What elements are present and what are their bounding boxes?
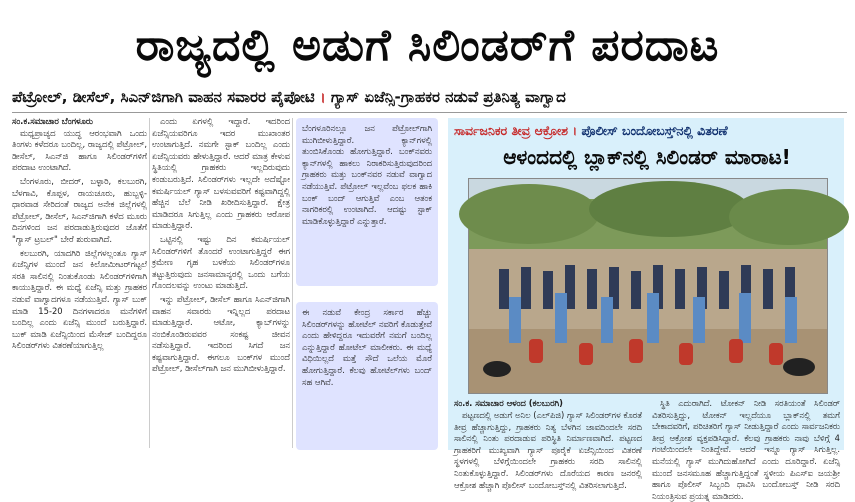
subhead-separator: ।: [319, 88, 326, 106]
column1-para: ಕಲಬುರಗಿ, ಯಾದಗಿರಿ ಜಿಲ್ಲೆಗಳಲ್ಲಂತೂ ಗ್ಯಾಸ್ ಏಜೆನ್ಸಿಗಳ ಮುಂದೆ ಜನ ಕಿಲೋಮೀಟರ್‌ಗಟ್ಟಲೆ ಸರತಿ ಸಾಲಿನಲ್ಲಿ ನಿಂತುಕೊಂಡು ಸಿಲಿಂಡರ್‌ಗಳಿಗಾಗಿ ಕಾಯುತ್ತಿದ್ದಾರೆ. ಈ ಮಧ್ಯೆ ಏಜೆನ್ಸಿ ಮತ್ತು ಗ್ರಾಹಕರ ನಡುವೆ ವಾಗ್ವಾದಗಳೂ ನಡೆಯುತ್ತಿವೆ. ಗ್ಯಾಸ್ ಬುಕ್ ಮಾಡಿ 15-20 ದಿನಗಳಾದರೂ ಮನೆಗಳಿಗೆ ಬಂದಿಲ್ಲ ಎಂದು ಏಜೆನ್ಸಿ ಮುಂದೆ ಬರುತ್ತಿದ್ದಾರೆ. ಬುಕ್ ಮಾಡಿ ಏಜೆನ್ಸಿಯಿಂದ ಮೆಸೇಜ್ ಬಂದಿದ್ದರೂ ಸಿಲಿಂಡರ್‌ಗಳು ವಿತರಣೆಯಾಗುತ್ತಿಲ್ಲ: [12, 247, 147, 351]
queue-photo-image: [469, 179, 827, 393]
aland-kicker: [454, 122, 840, 140]
column1-para: ಮಧ್ಯಪ್ರಾಚ್ಯದ ಯುದ್ಧ ಆರಂಭವಾಗಿ ಒಂದು ತಿಂಗಳು ಕಳೆದರೂ ಬಂದಿಲ್ಲ, ರಾಜ್ಯದಲ್ಲಿ ಪೆಟ್ರೋಲ್, ಡೀಸೆಲ್, ಸಿಎನ್‌ಜಿ ಹಾಗೂ ಸಿಲಿಂಡರ್‌ಗಳಿಗೆ ಪರದಾಟ ಉಂಟಾಗಿದೆ.: [12, 127, 147, 173]
kicker-blue-text: ಪೊಲೀಸ್ ಬಂದೋಬಸ್ತ್‌ನಲ್ಲಿ ವಿತರಣೆ: [581, 123, 728, 138]
column2-para: ಇನ್ನು ಪೆಟ್ರೋಲ್, ಡೀಸೆಲ್ ಹಾಗೂ ಸಿಎನ್‌ಜಿಗಾಗಿ ವಾಹನ ಸವಾರರು ಇನ್ನಿಲ್ಲದ ಪರದಾಟ ಮಾಡುತ್ತಿದ್ದಾರೆ. ಆಟೋ, ಕ್ಯಾಬ್‌ಗಳನ್ನು ನಂಬಿಕೊಂಡಿರುವವರ ಸಂಕಷ್ಟ ಜೀವನ ನಡೆಸುತ್ತಿದ್ದಾರೆ. ಇದರಿಂದ ಸಿಗದೆ ಜನ ಕಷ್ಟವಾಗುತ್ತಿದ್ದಾರೆ. ಈಗಲೂ ಬಂಕ್‌ಗಳ ಮುಂದೆ ಪೆಟ್ರೋಲ್, ಡೀಸೆಲ್‌ಗಾಗಿ ಜನ ಮುಗಿಬೀಳುತ್ತಿದ್ದಾರೆ.: [152, 293, 290, 374]
aland-column-a: [454, 410, 642, 490]
column-divider: [292, 118, 293, 448]
sidebar-box-petrol-text: ಬೆಂಗಳೂರಿನಲ್ಲೂ ಜನ ಪೆಟ್ರೋಲ್‌ಗಾಗಿ ಮುಗಿಬೀಳುತ್ತಿದ್ದಾರೆ. ಕ್ಯಾನ್‌ಗಳಲ್ಲಿ ತುಂಬಿಸಿಕೊಂಡು ಹೋಗುತ್ತಿದ್ದಾರೆ. ಬಂಕ್‌ನವರು ಕ್ಯಾನ್‌ಗಳಲ್ಲಿ ಹಾಕಲು ನಿರಾಕರಿಸುತ್ತಿರುವುದರಿಂದ ಗ್ರಾಹಕರು ಮತ್ತು ಬಂಕ್‌ನವರ ನಡುವೆ ವಾಗ್ವಾದ ನಡೆಯುತ್ತಿವೆ. ಪೆಟ್ರೋಲ್ ಇಲ್ಲವೆಂಬ ಫಲಕ ಹಾಕಿ ಬಂಕ್ ಬಂದ್ ಆಗುತ್ತಿವೆ ಎಂಬ ಆತಂಕ ನಾಗರಿಕರಲ್ಲಿ ಉಂಟಾಗಿದೆ. ಆದಷ್ಟು ಸ್ಟಾಕ್ ಮಾಡಿಕೊಳ್ಳುತ್ತಿದ್ದಾರೆ ಎನ್ನುತ್ತಾರೆ.: [302, 123, 432, 226]
column-divider: [149, 118, 150, 448]
header-rule: [12, 112, 847, 113]
column2-para: ಎಂದು ಏಗಳಲ್ಲಿ ಇದ್ದಾರೆ. ಇದರಿಂದ ಏಜೆನ್ಸಿಯವರಿಗೂ ಇದರ ಮುಖಾಂತರ ಉಂಟಾಗುತ್ತಿದೆ. ನಮಗೇ ಸ್ಟಾಕ್ ಬಂದಿಲ್ಲ ಎಂದು ಏಜೆನ್ಸಿಯವರು ಹೇಳುತ್ತಿದ್ದಾರೆ. ಆದರೆ ಮಾತ್ರ ಕೇಳುವ ಸ್ಥಿತಿಯಲ್ಲಿ ಗ್ರಾಹಕರು ಇಲ್ಲದಿರುವುದು ಕಂಡುಬರುತ್ತಿದೆ. ಸಿಲಿಂಡರ್‌ಗಳು ಇಲ್ಲದೇ ಅದೆಷ್ಟೋ ಕಮರ್ಷಿಯಲ್ ಗ್ಯಾಸ್ ಬಳಸುವವರಿಗೆ ಕಷ್ಟವಾಗಿದ್ದಲ್ಲಿ ಹೆಚ್ಚಿನ ಬೆಲೆ ನೀಡಿ ಖರೀದಿಸುತ್ತಿದ್ದಾರೆ. ಕ್ಷೇತ್ರ ಮಾಡಿದರೂ ಸಿಗುತ್ತಿಲ್ಲ ಎಂದು ಗ್ರಾಹಕರು ಆರೋಪ ಮಾಡುತ್ತಿದ್ದಾರೆ.: [152, 116, 290, 231]
article-column-2: [152, 116, 290, 450]
aland-column-b-text: ಸ್ಥಿತಿ ಎದುರಾಗಿದೆ. ಟೋಕನ್ ನೀಡಿ ಸರತಿಯಂತೆ ಸಿಲಿಂಡರ್ ವಿತರಿಸುತ್ತಿದ್ದು, ಟೋಕನ್ ಇಲ್ಲದೆಯೂ ಬ್ಲಾಕ್‌ನಲ್ಲಿ ತಮಗೆ ಬೇಕಾದವರಿಗೆ, ಪರಿಚಿತರಿಗೆ ಗ್ಯಾಸ್ ನೀಡುತ್ತಿದ್ದಾರೆ ಎಂದು ಸಾರ್ವಜನಿಕರು ತೀವ್ರ ಆಕ್ರೋಶ ವ್ಯಕ್ತಪಡಿಸಿದ್ದಾರೆ. ಕೆಲವು ಗ್ರಾಹಕರು ನಾವು ಬೆಳಿಗ್ಗೆ 4 ಗಂಟೆಯಿಂದಲೇ ನಿಂತಿದ್ದೇವೆ. ಆದರೆ ಇನ್ನೂ ಗ್ಯಾಸ್ ಸಿಗುತ್ತಿಲ್ಲ. ಮನೆಯಲ್ಲಿ ಗ್ಯಾಸ್ ಮುಗಿದುಹೋಗಿದೆ ಎಂದು ದೂರಿದ್ದಾರೆ. ಏಜೆನ್ಸಿ ಮುಂದೆ ಜನಸಮೂಹ ಹೆಚ್ಚಾಗುತ್ತಿದ್ದಂತೆ ಸ್ಥಳೀಯ ಪಿಎಸ್‌ಐ ಜಯಶ್ರೀ ಹಾಗೂ ಪೊಲೀಸ್ ಸಿಬ್ಬಂದಿ ಧಾವಿಸಿ ಬಂದೋಬಸ್ತ್ ನೀಡಿ ಸರದಿ ನಿಯಂತ್ರಿಸುವ ಪ್ರಯತ್ನ ಮಾಡಿದರು.: [652, 398, 840, 501]
sidebar-box-hotel: [296, 302, 438, 450]
subheadline: [12, 86, 847, 108]
kicker-separator: ।: [572, 123, 578, 138]
aland-column-a-text: ಪಟ್ಟಣದಲ್ಲಿ ಅಡುಗೆ ಅನಿಲ (ಎಲ್‌ಪಿಜಿ) ಗ್ಯಾಸ್ ಸಿಲಿಂಡರ್‌ಗಳ ಕೊರತೆ ತೀವ್ರ ಹೆಚ್ಚಾಗುತ್ತಿದ್ದು, ಗ್ರಾಹಕರು ನಿತ್ಯ ಬೆಳಗಿನ ಜಾವದಿಂದಲೇ ಸರದಿ ಸಾಲಿನಲ್ಲಿ ನಿಂತು ಪರದಾಡುವ ಪರಿಸ್ಥಿತಿ ನಿರ್ಮಾಣವಾಗಿದೆ. ಪಟ್ಟಣದ ಗ್ರಾಹಕರಿಗೆ ಮುಖ್ಯವಾಗಿ ಗ್ಯಾಸ್ ಪೂರೈಕೆ ಏಜೆನ್ಸಿಯಿಂದ ವಿತರಣೆ ಸ್ಥಳಗಳಲ್ಲಿ ಬೆಳಿಗ್ಗೆಯಿಂದಲೇ ಗ್ರಾಹಕರು ಸರದಿ ಸಾಲಿನಲ್ಲಿ ನಿಂತುಕೊಳ್ಳುತ್ತಿದ್ದಾರೆ. ಸಿಲಿಂಡರ್‌ಗಳು ದೊರೆಯದ ಕಾರಣ ಜನರಲ್ಲಿ ಆಕ್ರೋಶ ಹೆಚ್ಚಾಗಿ ಪೊಲೀಸ್ ಬಂದೋಬಸ್ತ್‌ನಲ್ಲಿ ವಿತರಿಸಲಾಗುತ್ತಿದೆ.: [454, 410, 642, 490]
column2-para: ಒಟ್ಟಿನಲ್ಲಿ ಇಷ್ಟು ದಿನ ಕಮರ್ಷಿಯಲ್ ಸಿಲಿಂಡರ್‌ಗಳಿಗೆ ತೊಂದರೆ ಉಂಟಾಗುತ್ತಿದ್ದರೆ ಈಗ ಕ್ರಮೇಣ ಗೃಹ ಬಳಕೆಯ ಸಿಲಿಂಡರ್‌ಗಳೂ ತಟ್ಟುತ್ತಿರುವುದು ಜನಸಾಮಾನ್ಯರಲ್ಲಿ ಒಂದು ಬಗೆಯ ಗೊಂದಲವನ್ನು ಉಂಟು ಮಾಡುತ್ತಿದೆ.: [152, 233, 290, 291]
kicker-red-text: ಸಾರ್ವಜನಿಕರ ತೀವ್ರ ಆಕ್ರೋಶ: [454, 123, 568, 138]
sidebar-box-hotel-text: ಈ ನಡುವೆ ಕೇಂದ್ರ ಸರ್ಕಾರ ಹೆಚ್ಚು ಸಿಲಿಂಡರ್‌ಗಳನ್ನು ಹೋಟೆಲ್ ನವರಿಗೆ ಕೊಡುತ್ತೇವೆ ಎಂದು ಹೇಳಿದ್ದರೂ ಇದುವರೆಗೆ ನಮಗೆ ಬಂದಿಲ್ಲ ಎನ್ನುತ್ತಿದ್ದಾರೆ ಹೋಟೆಲ್ ಮಾಲೀಕರು. ಈ ಮಧ್ಯೆ ವಿಧಿಯಿಲ್ಲದೆ ಮತ್ತೆ ಸೌದೆ ಒಲೆಯ ಮೊರೆ ಹೋಗುತ್ತಿದ್ದಾರೆ. ಕೆಲವು ಹೋಟೆಲ್‌ಗಳು ಬಂದ್ ಸಹ ಆಗಿವೆ.: [302, 307, 432, 387]
sidebar-box-petrol: [296, 118, 438, 286]
article-column-1: [12, 116, 147, 450]
aland-headline: ಆಳಂದದಲ್ಲಿ ಬ್ಲಾಕ್‌ನಲ್ಲಿ ಸಿಲಿಂಡರ್ ಮಾರಾಟ!: [503, 145, 791, 169]
subhead-part1: ಪೆಟ್ರೋಲ್, ಡೀಸೆಲ್, ಸಿಎನ್‌ಜಿಗಾಗಿ ವಾಹನ ಸವಾರರ ಪೈಪೋಟಿ: [12, 88, 315, 106]
aland-column-b: [652, 398, 840, 501]
subhead-part2: ಗ್ಯಾಸ್ ಏಜೆನ್ಸಿ-ಗ್ರಾಹಕರ ನಡುವೆ ಪ್ರತಿನಿತ್ಯ ವಾಗ್ವಾದ: [330, 88, 566, 106]
queue-photo: [468, 178, 828, 394]
main-headline: ರಾಜ್ಯದಲ್ಲಿ ಅಡುಗೆ ಸಿಲಿಂಡರ್‌ಗೆ ಪರದಾಟ: [135, 20, 720, 71]
column1-para: ಬೆಂಗಳೂರು, ಬೀದರ್, ಬಳ್ಳಾರಿ, ಕಲಬುರಗಿ, ಬೆಳಗಾವಿ, ಕೊಪ್ಪಳ, ರಾಯಚೂರು, ಹುಬ್ಬಳ್ಳಿ-ಧಾರವಾಡ ಸೇರಿದಂತೆ ರಾಜ್ಯದ ಅನೇಕ ಜಿಲ್ಲೆಗಳಲ್ಲಿ ಪೆಟ್ರೋಲ್, ಡೀಸೆಲ್, ಸಿಎನ್‌ಜಿಗಾಗಿ ಕಳೆದ ಮೂರು ದಿನಗಳಿಂದ ಜನ ಪರದಾಡುತ್ತಿರುವುದರ ಜೊತೆಗೆ "ಗ್ಯಾಸ್ ಟ್ರಬಲ್" ಬೇರೆ ಶುರುವಾಗಿದೆ.: [12, 175, 147, 244]
aland-byline: ಸಂ.ಕ. ಸಮಾಚಾರ ಆಳಂದ (ಕಲಬುರಗಿ): [454, 398, 563, 408]
column1-byline: ಸಂ.ಕ.ಸಮಾಚಾರ ಬೆಂಗಳೂರು: [12, 116, 93, 126]
aland-story-box: [448, 118, 844, 501]
